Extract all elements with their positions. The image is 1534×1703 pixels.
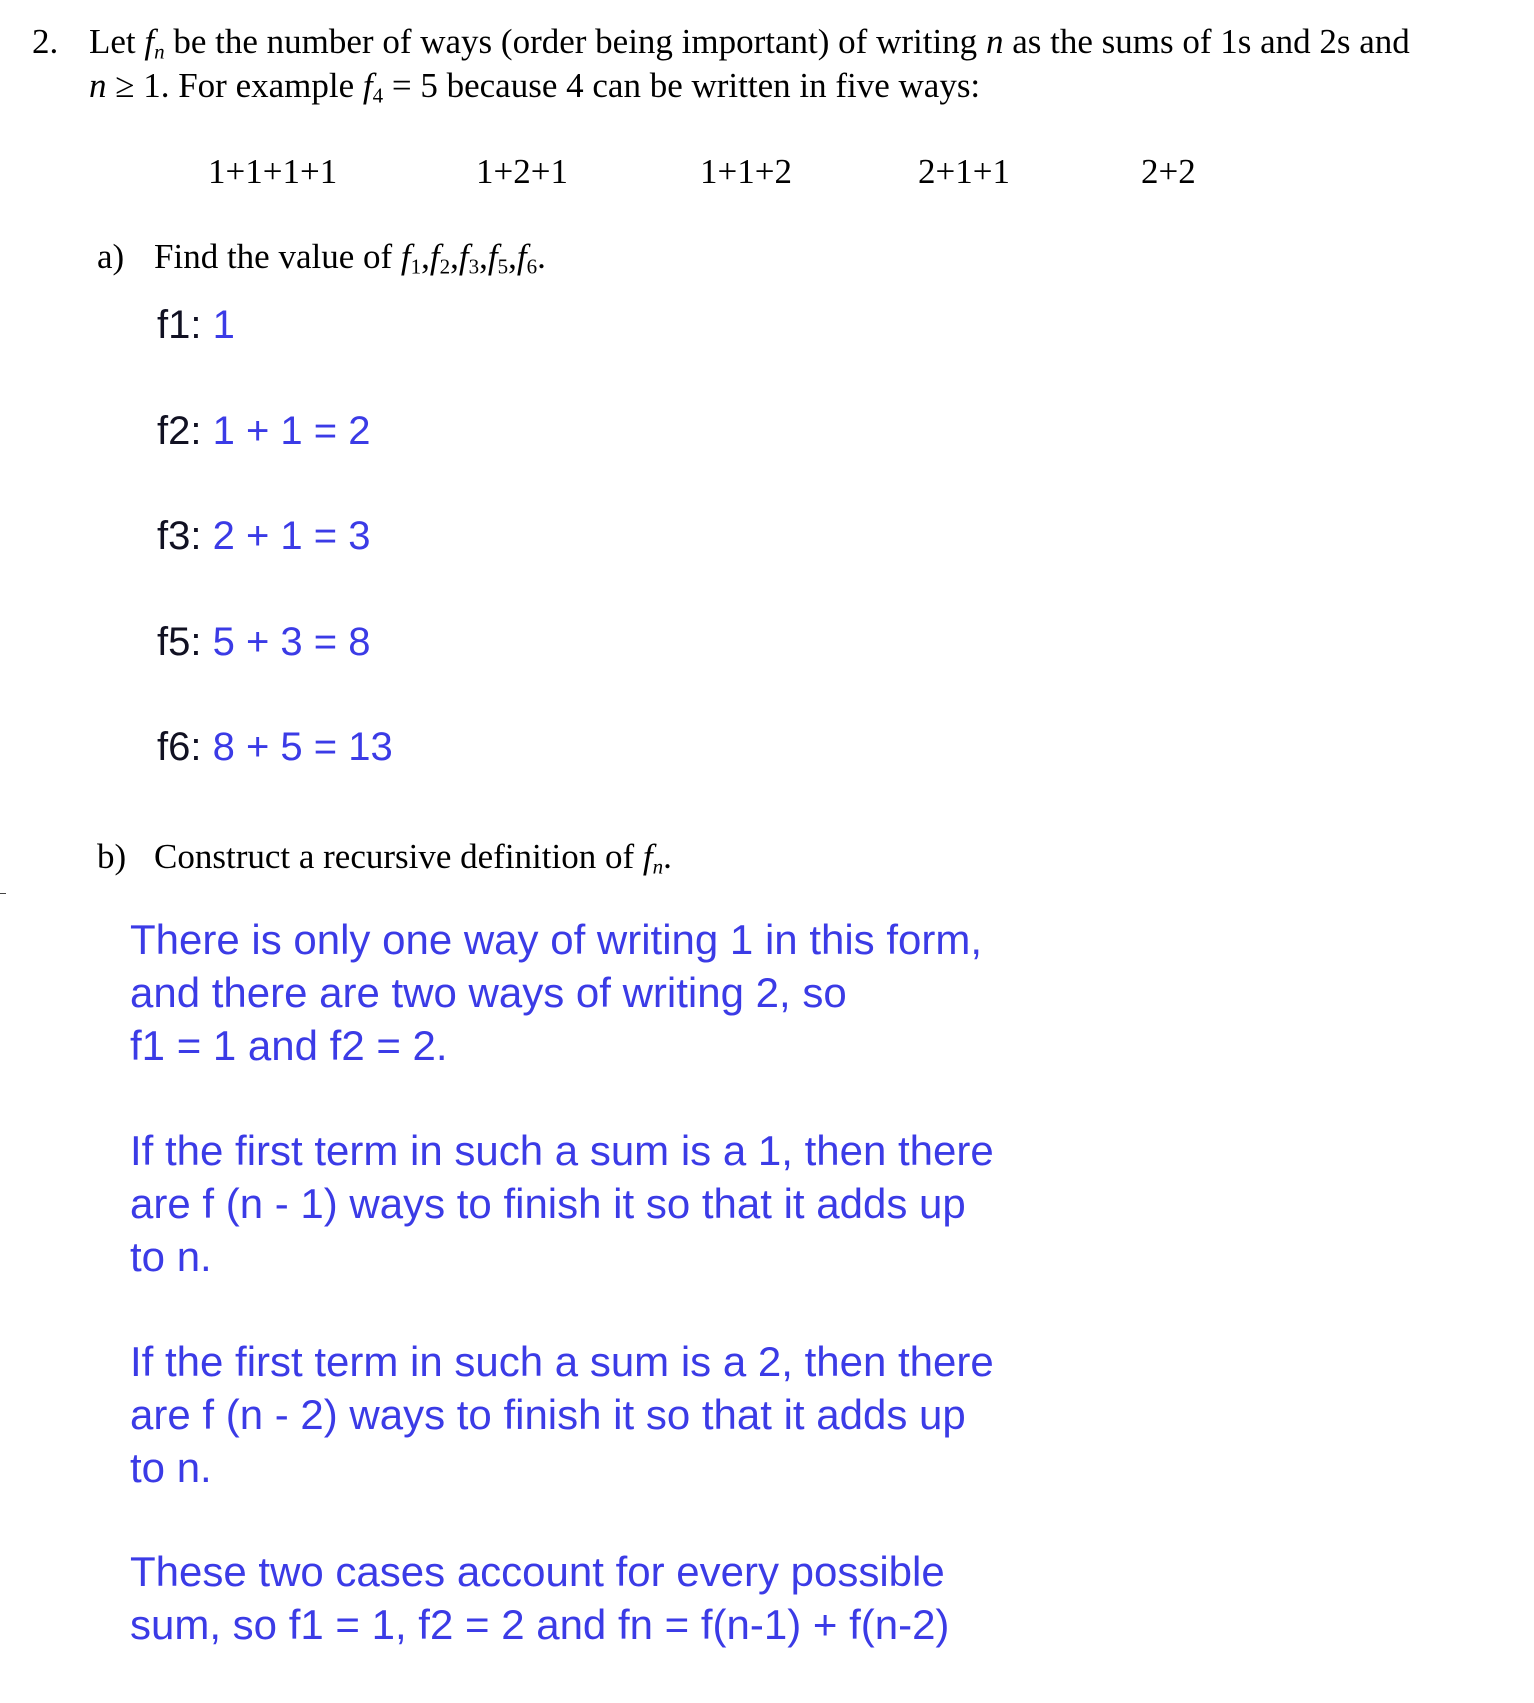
part-b-label: b) xyxy=(97,837,127,876)
part-a-label: a) xyxy=(97,237,125,276)
example-way: 1+1+1+1 xyxy=(208,152,338,191)
problem-number: 2. xyxy=(32,22,59,61)
example-way: 2+1+1 xyxy=(918,152,1010,191)
example-way: 1+1+2 xyxy=(700,152,792,191)
answer-f1: f1: 1 xyxy=(157,303,235,347)
answer-paragraph-conclusion: These two cases account for every possible sum, so f1 = 1, f2 = 2 and fn = f(n-1) + f(n-2) xyxy=(130,1548,950,1648)
problem-statement-line-1: Let $f_n$ be the number of ways (order being important) of writing n as the sums of 1s and 2s and xyxy=(89,22,1410,64)
part-a-question: Find the value of $f_1,f_2,f_3,f_5,f_6$. xyxy=(154,237,546,279)
answer-paragraph-first-term-1: If the first term in such a sum is a 1, then there are f (n - 1) ways to finish it so that it adds up to n. xyxy=(130,1127,994,1280)
part-b-question: Construct a recursive definition of $f_n$. xyxy=(154,837,672,879)
answer-f5: f5: 5 + 3 = 8 xyxy=(157,620,371,664)
example-way: 1+2+1 xyxy=(476,152,568,191)
example-way: 2+2 xyxy=(1141,152,1196,191)
margin-mark xyxy=(0,893,6,894)
problem-statement-line-2: n ≥ 1. For example $f_4 = 5$ because 4 can be written in five ways: xyxy=(89,66,981,108)
answer-f6: f6: 8 + 5 = 13 xyxy=(157,725,393,769)
answer-paragraph-first-term-2: If the first term in such a sum is a 2, then there are f (n - 2) ways to finish it so that it adds up to n. xyxy=(130,1338,994,1491)
answer-paragraph-base-cases: There is only one way of writing 1 in this form, and there are two ways of writing 2, so f1 = 1 and f2 = 2. xyxy=(130,916,983,1069)
answer-f3: f3: 2 + 1 = 3 xyxy=(157,514,371,558)
answer-f2: f2: 1 + 1 = 2 xyxy=(157,409,371,453)
